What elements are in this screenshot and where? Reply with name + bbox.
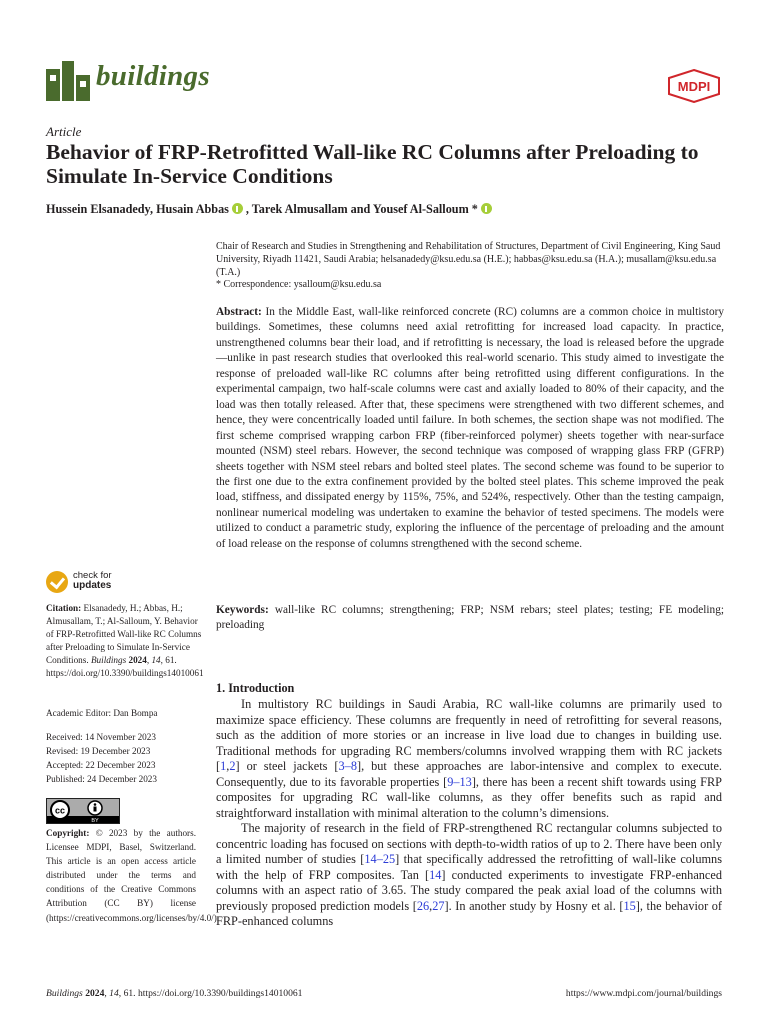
citation-link[interactable]: 15 [623, 898, 636, 913]
paragraph-text: ] conducted experiments to investigate FRP-enhanced columns with an aspect ratio of 3.65. The study compared the peak axial load of the columns with previously proposed prediction models [ [216, 867, 722, 913]
citation-link[interactable]: 14–25 [364, 852, 396, 866]
paragraph-text: The majority of research in the field of FRP-strengthened RC rectangular columns subjected to concentric loading has focused on sections with depth-to-width ratios of up to 2. There have been only a limited number of studies [ [216, 821, 722, 866]
citation-link[interactable]: 14 [429, 867, 442, 882]
journal-url-link[interactable]: https://www.mdpi.com/journal/buildings [565, 988, 722, 999]
citation-link[interactable]: 9–13 [447, 774, 472, 789]
orcid-icon[interactable] [232, 203, 243, 214]
journal-name: buildings [96, 60, 210, 92]
published-date: Published: 24 December 2023 [46, 774, 157, 784]
author-name[interactable]: , Tarek Almusallam and Yousef Al-Salloum * [245, 202, 478, 216]
citation-link[interactable]: 27 [432, 898, 445, 913]
author-name[interactable]: Husain Abbas [156, 202, 229, 216]
cc-by-label: BY [91, 818, 99, 824]
author-list [46, 202, 495, 217]
mdpi-logo-icon [667, 69, 721, 103]
academic-editor: Academic Editor: Dan Bompa [46, 708, 158, 718]
section-heading: 1. Introduction [216, 681, 295, 695]
paragraph-text: ], the behavior of FRP-enhanced columns [216, 898, 723, 928]
author-name[interactable]: Hussein Elsanadedy, [46, 202, 157, 216]
checkmark-icon [46, 571, 68, 593]
paragraph-text: ] or steel jackets [ [235, 759, 339, 773]
paragraph-text: ]. In another study by Hosny et al. [ [444, 898, 624, 913]
affiliation: Chair of Research and Studies in Strengthening and Rehabilitation of Structures, Department of Civil Engineering, King Saud University, Riyadh 11421, Saudi Arabia; helsanadedy@ksu.edu.sa (H.E.); habbas@ksu.edu.sa (H.A.); musallam@ksu.edu.sa (T.A.) [216, 241, 721, 278]
paragraph [216, 697, 722, 821]
paragraph-text: In multistory RC buildings in Saudi Arabia, RC wall-like columns are primarily used to maximize space efficiency. These columns are frequently in need of retrofitting for several reasons, such as the addition of more stories or an increase in live load due to changes in building use. Traditional methods for upgrading RC members/columns involved wrapping them with RC jackets [ [216, 697, 722, 773]
paragraph-text: ] that specifically addressed the retrofitting of wall-like columns with the help of FRP composites. Tan [ [216, 852, 722, 882]
mdpi-logo-text: MDPI [677, 79, 711, 94]
orcid-icon[interactable] [481, 203, 492, 214]
introduction-body [216, 697, 722, 930]
abstract-text: In the Middle East, wall-like reinforced concrete (RC) columns are a common choice in multistory buildings. Sometimes, these columns need axial retrofitting for increased load capacity. In practice, unstrengthened columns bear their load, and if retrofitting is necessary, the load is released before the upgrade—unlike in past research studies that overlooked this real-world scenario. This study aimed to investigate the response of preloaded wall-like RC columns after being retrofitted using different configurations. In the experimental campaign, two half-scale columns were cast and axially loaded to 80% of their capacity, and the load was then totally released. After that, these specimens were strengthened with two different schemes, and hence, they were concentrically loaded until failure. In both schemes, the section shape was not modified. The first scheme comprised wrapping carbon FRP (fiber-reinforced polymer) sheets together with near-surface mounted (NSM) steel rebars. However, the second technique was composed of wrapping glass FRP (GFRP) sheets together with NSM steel rebars and bolted steel plates. The second scheme was found to be superior to the first one due to the extra confinement provided by the bolted steel plates. This scheme improved the peak load, stiffness, and dissipated energy by 115%, 75%, and 524%, respectively. Other than the testing campaign, nonlinear numerical modeling was undertaken to examine the behavior of tested specimens. The models were utilized to conduct a parametric study, exploring the influence of the percentage of preloading and the amount of load release on the response of columns strengthened with the second scheme. [216, 306, 725, 550]
paragraph-text: ], but these approaches are labor-intensive and complex to execute. Consequently, due to its favorable properties [ [216, 759, 722, 789]
paragraph-text: ], there has been a recent shift towards using FRP composites for upgrading RC wall-like columns, as they offer benefits such as rapid and straightforward installation with minimal alteration to the column’s dimensions. [216, 774, 722, 820]
svg-text:cc: cc [54, 805, 66, 816]
revised-date: Revised: 19 December 2023 [46, 746, 151, 756]
paragraph-text: , [429, 898, 433, 913]
publication-dates [46, 730, 157, 786]
journal-logo-icon [46, 61, 90, 101]
abstract-label: Abstract: [216, 306, 262, 318]
check-for-updates-button[interactable] [46, 571, 166, 597]
paragraph-text: , [226, 759, 230, 773]
keywords-text: wall-like RC columns; strengthening; FRP; NSM rebars; steel plates; testing; FE modeling; preloading [216, 604, 724, 632]
copyright-notice: Copyright: © 2023 by the authors. Licensee MDPI, Basel, Switzerland. This article is an open access article distributed under the terms and conditions of the Creative Commons Attribution (CC BY) license (https://creativecommons.org/licenses/by/4.0/). [46, 828, 220, 923]
correspondence: * Correspondence: ysalloum@ksu.edu.sa [216, 279, 382, 290]
citation-link[interactable]: 2 [229, 759, 236, 773]
check-updates-label: check for updates [73, 570, 112, 591]
cc-by-license-icon[interactable] [46, 798, 120, 824]
article-title: Behavior of FRP-Retrofitted Wall-like RC Columns after Preloading to Simulate In-Service Conditions [46, 140, 699, 188]
received-date: Received: 14 November 2023 [46, 732, 156, 742]
footer-citation: Buildings 2024, 14, 61. https://doi.org/10.3390/buildings14010061 [46, 988, 303, 999]
citation-link[interactable]: 26 [416, 898, 430, 913]
article-type: Article [46, 124, 82, 139]
citation-link[interactable]: 3–8 [338, 759, 357, 773]
accepted-date: Accepted: 22 December 2023 [46, 760, 156, 770]
citation: Citation: Elsanadedy, H.; Abbas, H.; Almusallam, T.; Al-Salloum, Y. Behavior of FRP-Retrofitted Wall-like RC Columns after Preloading to Simulate In-Service Conditions. Buildings 2024, 14, 61. https://doi.org/10.3390/buildings14010061 [46, 603, 204, 678]
keywords-label: Keywords: [216, 604, 269, 616]
abstract [216, 305, 724, 552]
citation-link[interactable]: 1 [220, 759, 227, 773]
paragraph [216, 821, 722, 930]
keywords [216, 603, 724, 634]
